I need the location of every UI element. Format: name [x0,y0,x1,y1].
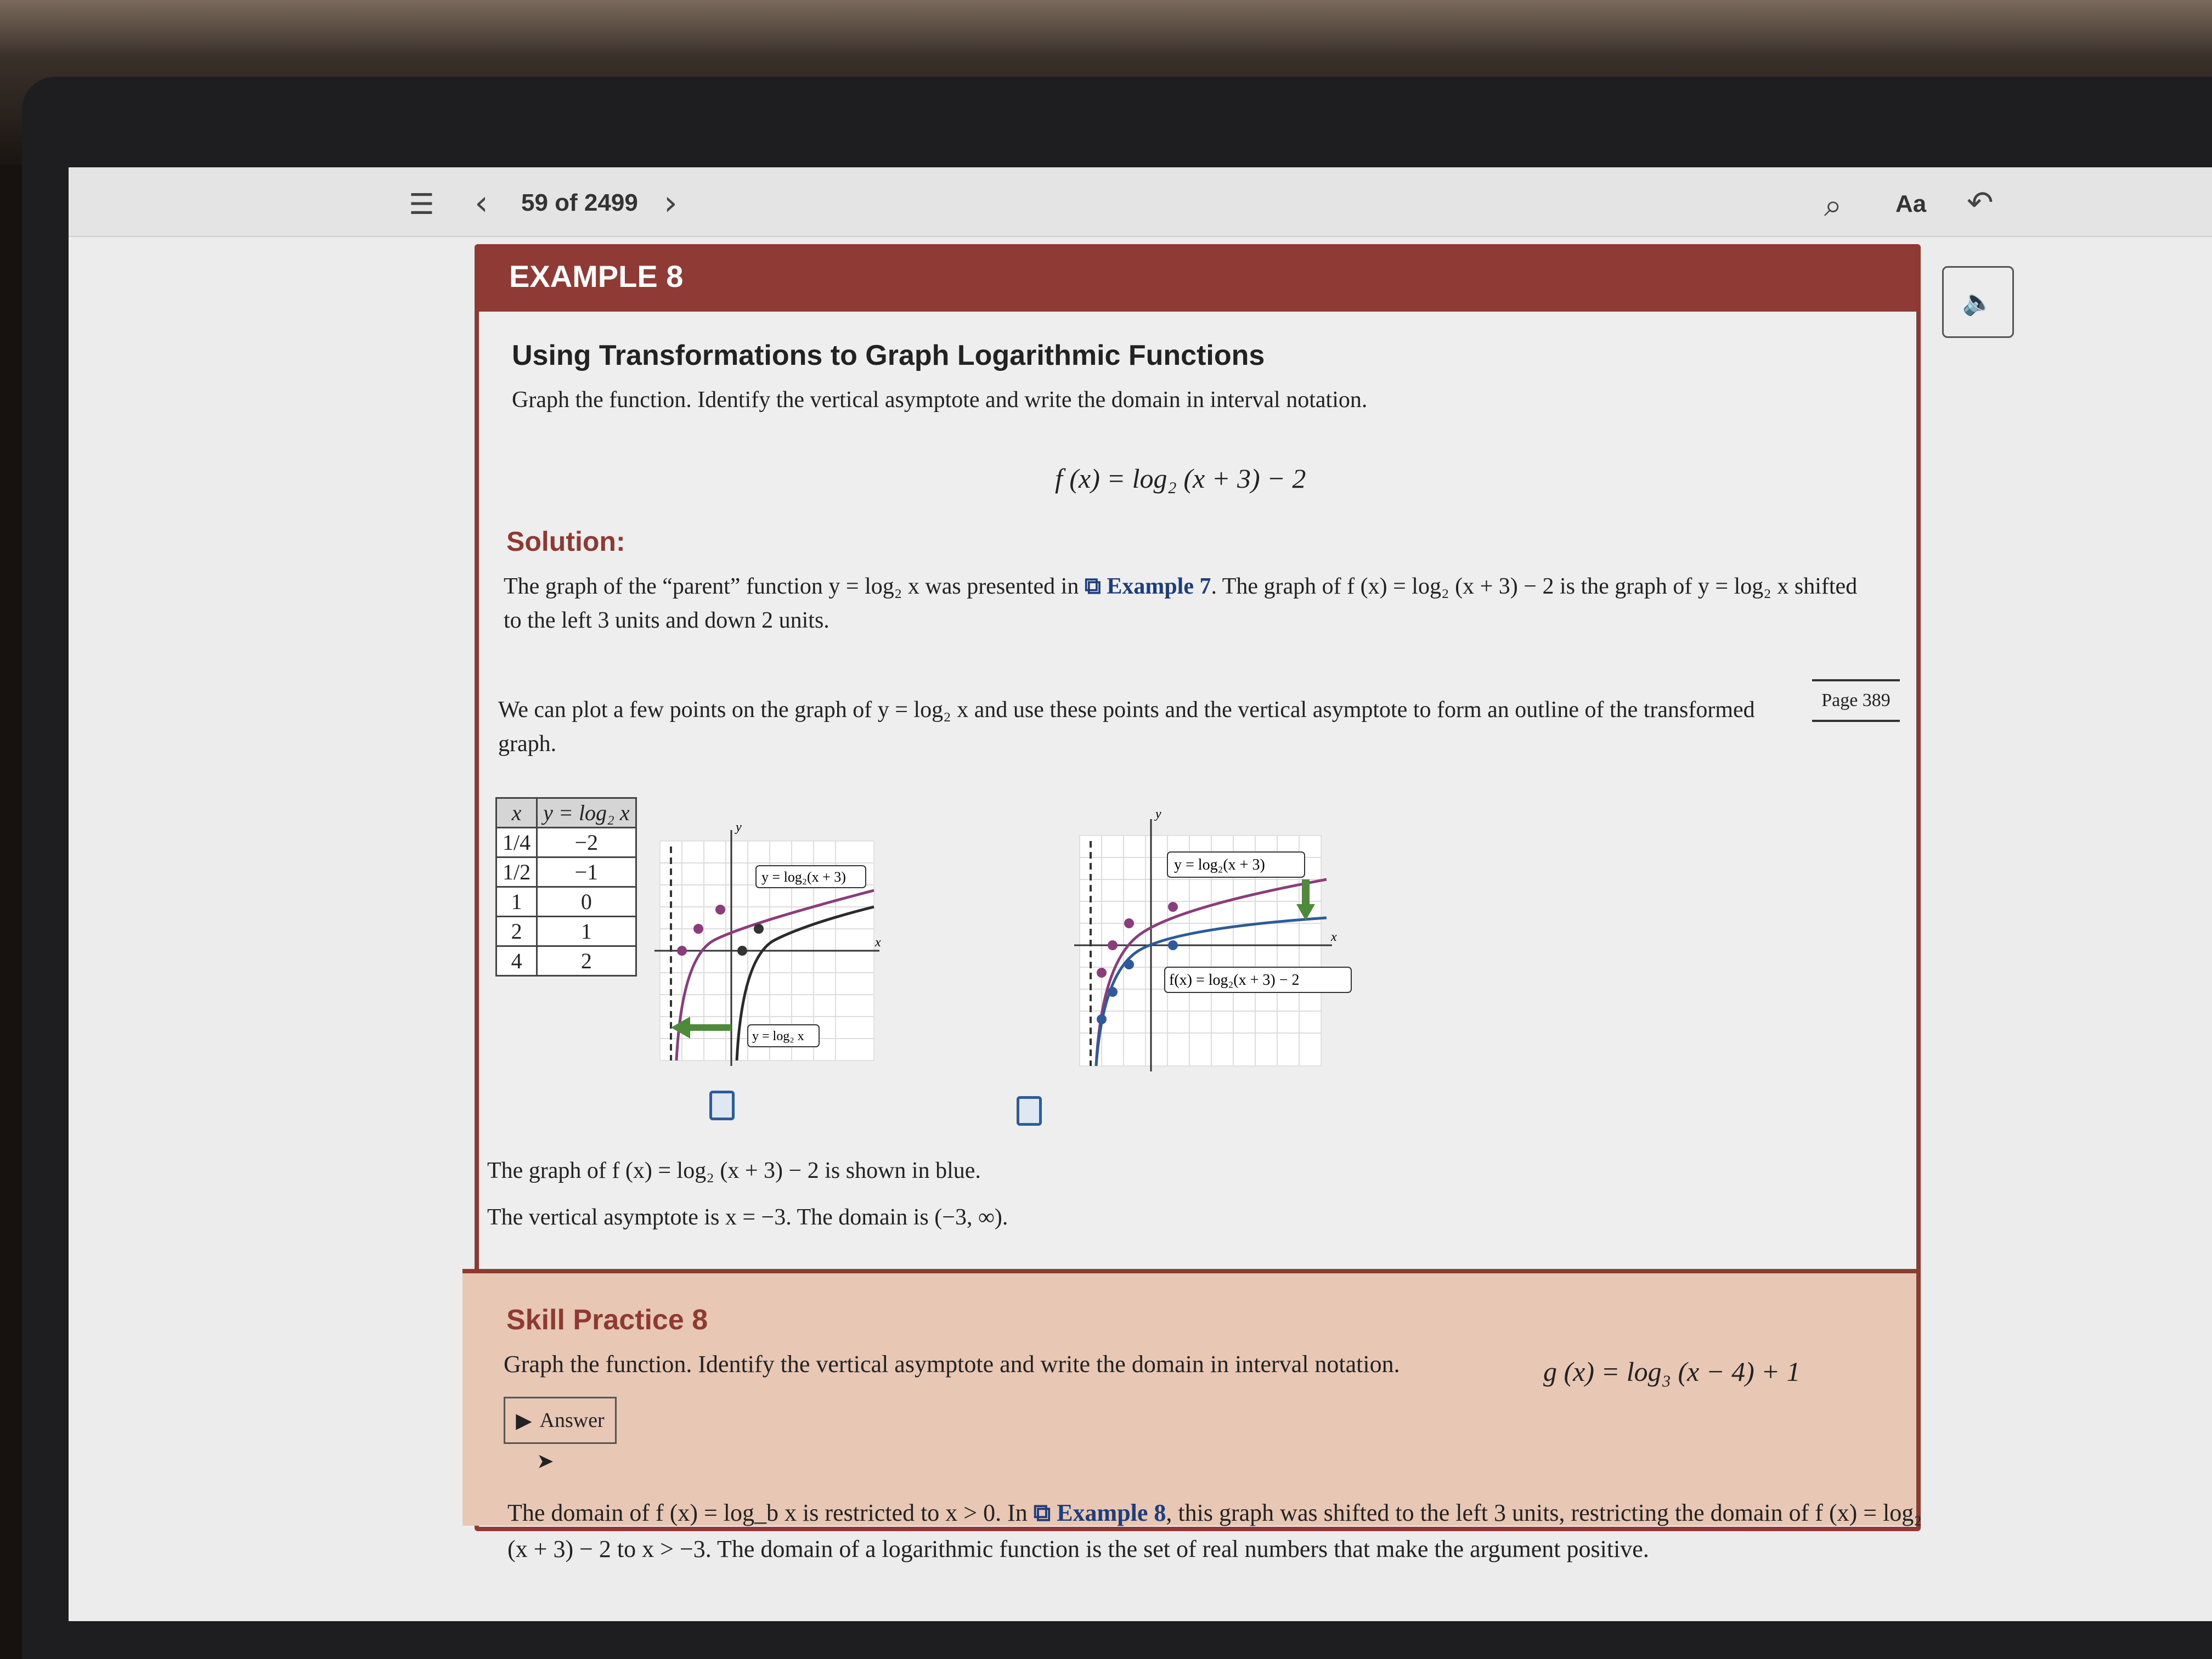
skill-practice-instruction: Graph the function. Identify the vertical asymptote and write the domain in interval notation. [504,1351,1400,1378]
font-settings-button[interactable]: Aa [1895,190,1927,217]
table-header-y: y = log₂ x [537,798,636,828]
graph2-axis-y: y [1155,807,1161,821]
graph1-label-top: y = log₂(x + 3) [761,869,846,885]
graph1-axis-y: y [736,820,742,834]
table-row: 1/4 −2 [496,828,636,857]
graph2-label-bottom: f(x) = log₂(x + 3) − 2 [1169,972,1300,989]
answer-label: Answer [539,1409,605,1432]
answer-button[interactable] [504,1397,617,1444]
search-icon[interactable]: ⌕ [1824,187,1842,224]
toc-icon[interactable]: ☰ [409,188,435,221]
footer-paragraph: The domain of f (x) = log_b x is restricted to x > 0. In ⧉ Example 8, this graph was shifted to the left 3 units, restricting the domain of f (x) = log₂ (x + 3) − 2 to x > −3. The domain of a logarithmic function is the set of real numbers that make the argument positive. [507,1499,1922,1562]
chevron-left-icon[interactable]: ‹ [475,183,488,223]
graph-transformed [1069,803,1376,1077]
reader-screen [69,167,2212,1621]
skill-practice-title: Skill Practice 8 [506,1304,708,1336]
graph2-description-icon[interactable] [1017,1096,1042,1126]
reader-toolbar [69,167,2212,237]
plot-paragraph: We can plot a few points on the graph of y = log₂ x and use these points and the vertical asymptote to form an outline of the transformed graph. [498,697,1755,757]
skill-practice-formula: g (x) = log₃ (x − 4) + 1 [1543,1356,1801,1387]
table-row: 1/2 −1 [496,857,636,887]
table-row: 4 2 [496,946,636,976]
graph2-label-top: y = log₂(x + 3) [1174,856,1265,873]
example-card [475,244,1921,1531]
example-title: Using Transformations to Graph Logarithmic Functions [512,340,1265,371]
example-instruction: Graph the function. Identify the vertical asymptote and write the domain in interval notation. [512,387,1368,413]
graph1-description-icon[interactable] [709,1091,735,1120]
mouse-pointer-icon: ➤ [537,1449,554,1473]
page-position: 59 of 2499 [521,189,638,216]
solution-heading: Solution: [506,526,625,557]
example-header [479,249,1916,312]
example-header-label: EXAMPLE 8 [509,259,684,294]
graph1-axis-x: x [875,935,881,950]
table-row: 2 1 [496,917,636,946]
table-header-x: x [496,798,537,828]
solution-paragraph: The graph of the “parent” function y = log₂ x was presented in ⧉ Example 7. The graph of f (x) = log₂ (x + 3) − 2 is the graph of y = log₂ x shifted to the left 3 units and down 2 units. [504,574,1858,633]
skill-practice-panel [462,1269,1916,1526]
speaker-icon[interactable]: 🔈 [1942,266,2014,338]
conclusion-blue: The graph of f (x) = log₂ (x + 3) − 2 is shown in blue. [487,1158,981,1183]
undo-arrow-icon[interactable]: ↶ [1967,184,1994,221]
values-table [495,797,637,977]
example-formula: f (x) = log₂ (x + 3) − 2 [1055,463,1306,494]
chevron-right-icon[interactable]: › [664,183,678,223]
page-marker: Page 389 [1812,679,1900,722]
triangle-right-icon: ▶ [516,1409,532,1432]
example-8-link[interactable]: ⧉ Example 8 [1033,1499,1166,1526]
example-7-link[interactable]: ⧉ Example 7 [1084,574,1211,599]
table-row: 1 0 [496,887,636,917]
graph2-axis-x: x [1331,930,1337,944]
graph-parent-shift [649,819,885,1071]
conclusion-asymptote: The vertical asymptote is x = −3. The domain is (−3, ∞). [487,1205,1008,1230]
graph1-label-bottom: y = log₂ x [752,1029,804,1043]
